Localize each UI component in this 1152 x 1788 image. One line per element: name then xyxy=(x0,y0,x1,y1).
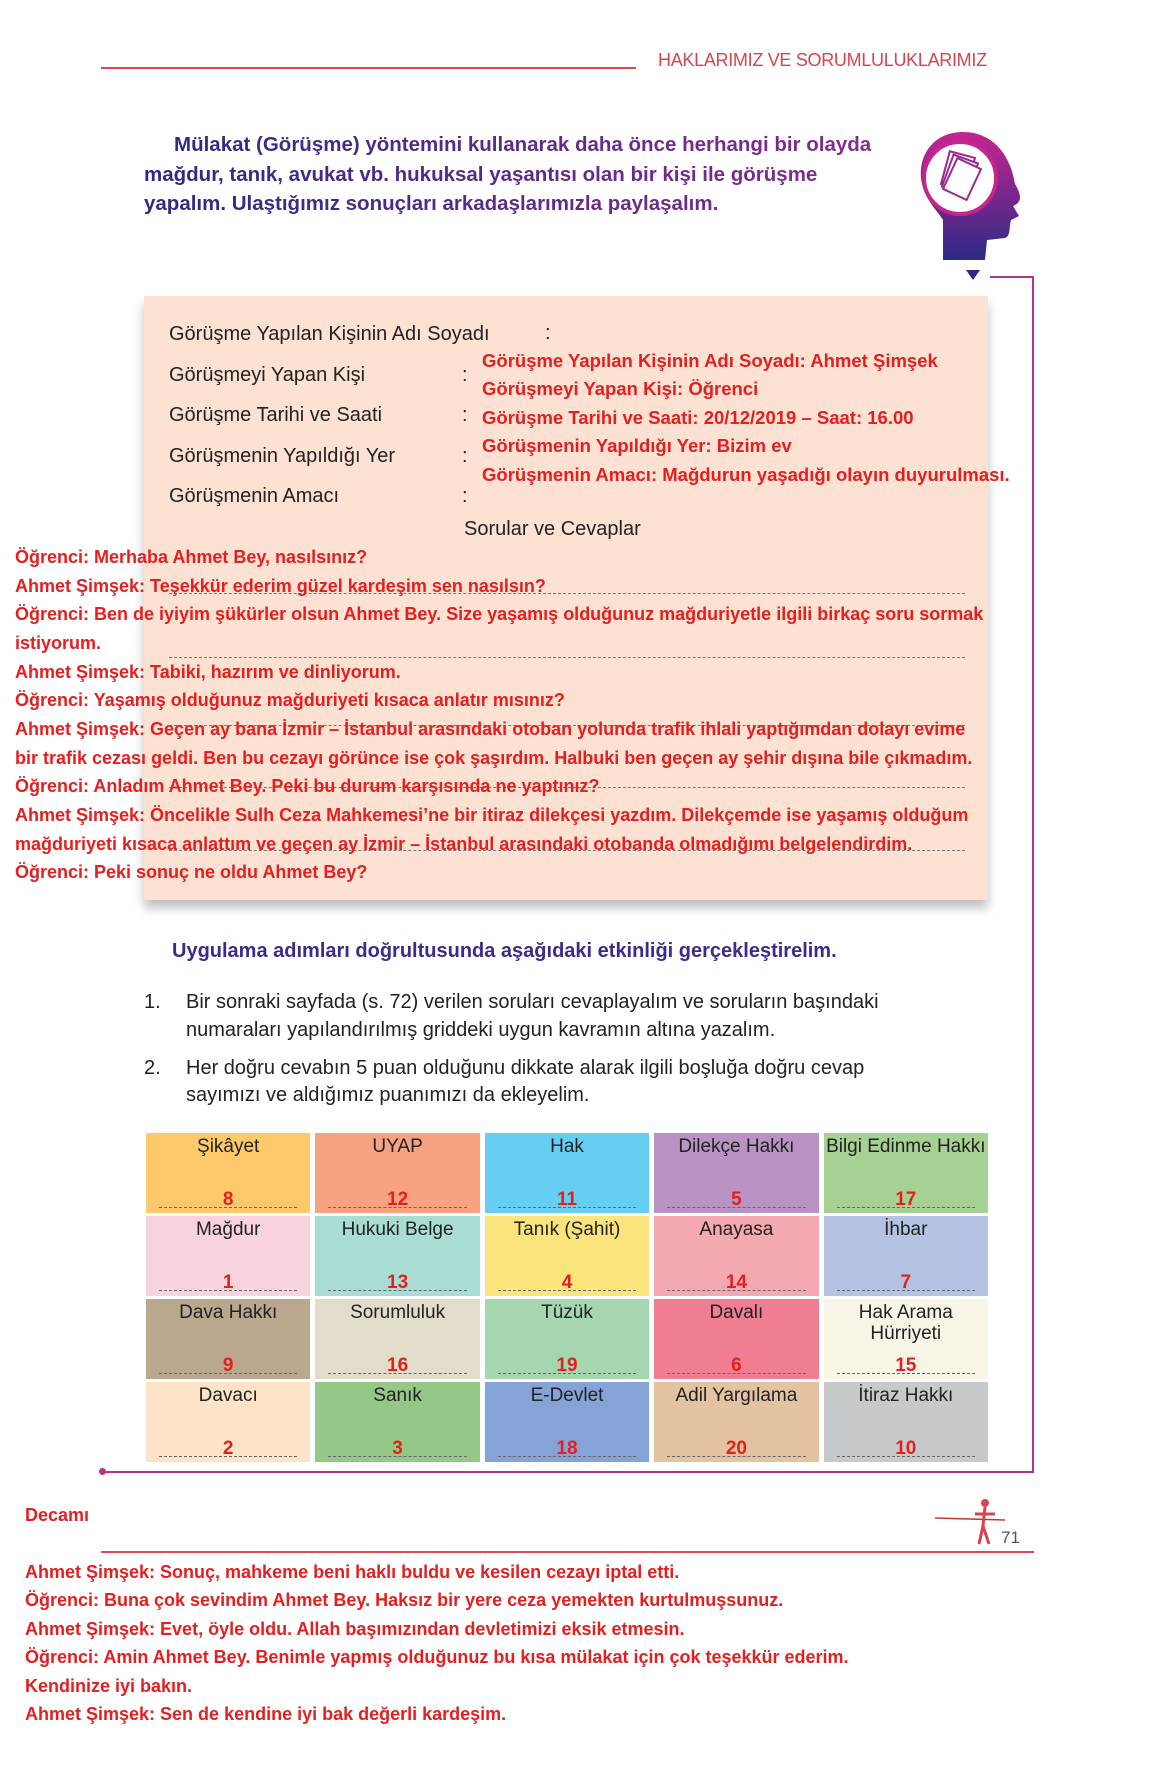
cell-answer: 19 xyxy=(556,1355,578,1376)
form-answer: Görüşme Tarihi ve Saati: 20/12/2019 – Saat: 16.00 xyxy=(482,407,914,428)
cell-answer: 15 xyxy=(895,1355,917,1376)
qa-title: Sorular ve Cevaplar xyxy=(464,518,641,540)
footer-dialogue-line: Öğrenci: Buna çok sevindim Ahmet Bey. Haksız bir yere ceza yemekten kurtulmuşsunuz. xyxy=(25,1590,784,1610)
footer-dialogue-line: Ahmet Şimşek: Sen de kendine iyi bak değerli kardeşim. xyxy=(25,1704,507,1724)
step-text: Bir sonraki sayfada (s. 72) verilen soruları cevaplayalım ve soruların başındaki xyxy=(186,991,879,1013)
footer-dialogue-line: Kendinize iyi bakın. xyxy=(25,1676,193,1696)
dialogue-line: Öğrenci: Yaşamış olduğunuz mağduriyeti kısaca anlatır mısınız? xyxy=(15,690,565,710)
footer-dialogue-line: Ahmet Şimşek: Evet, öyle oldu. Allah başımızından devletimizi eksik etmesin. xyxy=(25,1619,685,1639)
dialogue-line: mağduriyeti kısaca anlattım ve geçen ay İzmir – İstanbul arasındaki otobanda olmadığımı belgelendirdim. xyxy=(15,834,913,854)
grid-cell xyxy=(315,1299,479,1379)
step-number: 2. xyxy=(144,1057,161,1079)
cell-answer: 9 xyxy=(222,1355,234,1376)
cell-answer: 1 xyxy=(222,1272,234,1293)
cell-answer: 13 xyxy=(387,1272,409,1293)
cell-answer: 11 xyxy=(556,1189,578,1210)
cell-answer: 5 xyxy=(731,1189,742,1210)
grid-cell xyxy=(146,1299,310,1379)
grid-cell xyxy=(315,1382,479,1462)
form-answer: Görüşme Yapılan Kişinin Adı Soyadı: Ahmet Şimşek xyxy=(482,350,938,371)
cell-term: Tanık (Şahit) xyxy=(513,1219,621,1240)
form-colon: : xyxy=(462,404,468,426)
step-text: numaraları yapılandırılmış griddeki uygun kavramın altına yazalım. xyxy=(186,1019,776,1041)
step-text: sayımızı ve aldığımız puanımızı da ekleyelim. xyxy=(186,1084,590,1106)
dialogue-line: Öğrenci: Peki sonuç ne oldu Ahmet Bey? xyxy=(15,862,368,882)
grid-cell xyxy=(315,1133,479,1213)
form-answer: Görüşmenin Amacı: Mağdurun yaşadığı olayın duyurulması. xyxy=(482,464,1010,485)
dialogue-line: istiyorum. xyxy=(15,633,102,653)
cell-answer: 14 xyxy=(725,1272,747,1293)
cell-answer: 10 xyxy=(895,1438,917,1459)
grid-cell xyxy=(146,1216,310,1296)
chapter-title: HAKLARIMIZ VE SORUMLULUKLARIMIZ xyxy=(658,50,987,70)
form-label: Görüşmeyi Yapan Kişi xyxy=(169,364,366,386)
dialogue-line: Öğrenci: Anladım Ahmet Bey. Peki bu durum karşısında ne yaptınız? xyxy=(15,776,600,796)
cell-term: Davalı xyxy=(709,1302,764,1323)
cell-answer: 16 xyxy=(387,1355,409,1376)
cell-term: Dilekçe Hakkı xyxy=(678,1136,795,1157)
form-label: Görüşme Tarihi ve Saati xyxy=(169,404,383,426)
footer-rule xyxy=(101,1551,1034,1553)
page-number: 71 xyxy=(1001,1528,1020,1547)
cell-answer: 17 xyxy=(895,1189,917,1210)
frame-dot xyxy=(99,1468,106,1475)
form-label: Görüşmenin Amacı xyxy=(169,485,340,507)
cell-answer: 8 xyxy=(222,1189,234,1210)
grid-cell xyxy=(824,1133,988,1213)
form-colon: : xyxy=(462,445,468,467)
form-label: Görüşmenin Yapıldığı Yer xyxy=(169,445,396,467)
grid-cell xyxy=(654,1382,818,1462)
dialogue-line: bir trafik cezası geldi. Ben bu cezayı görünce ise çok şaşırdım. Halbuki ben geçen ay şehir dışına bile çıkmadım. xyxy=(15,748,973,768)
intro-text: Mülakat (Görüşme) yöntemini kullanarak daha önce herhangi bir olayda mağdur, tanık, avukat vb. hukuksal yaşantısı olan bir kişi ile görüşme yapalım. Ulaştığımız sonuçları arkadaşlarımızla paylaşalım. xyxy=(144,130,884,219)
grid-cell xyxy=(485,1133,649,1213)
grid-cell xyxy=(824,1382,988,1462)
cell-answer: 2 xyxy=(222,1438,234,1459)
cell-answer: 6 xyxy=(731,1355,742,1376)
concept-grid xyxy=(146,1133,988,1462)
grid-cell xyxy=(146,1133,310,1213)
cell-term: Bilgi Edinme Hakkı xyxy=(826,1136,986,1157)
step-number: 1. xyxy=(144,991,161,1013)
grid-cell xyxy=(315,1216,479,1296)
cell-answer: 12 xyxy=(387,1189,409,1210)
grid-cell xyxy=(654,1133,818,1213)
step-text: Her doğru cevabın 5 puan olduğunu dikkate alarak ilgili boşluğa doğru cevap xyxy=(186,1057,865,1079)
cell-term: Şikâyet xyxy=(197,1136,260,1157)
form-colon: : xyxy=(462,485,468,507)
dialogue-line: Ahmet Şimşek: Geçen ay bana İzmir – İstanbul arasındaki otoban yolunda trafik ihlali yaptığımdan dolayı evime xyxy=(15,719,966,739)
dialogue-line: Ahmet Şimşek: Teşekkür ederim güzel kardeşim sen nasılsın? xyxy=(15,576,546,596)
cell-term: İhbar xyxy=(884,1219,928,1240)
form-answer: Görüşmeyi Yapan Kişi: Öğrenci xyxy=(482,378,759,399)
footer-dialogue-line: Öğrenci: Amin Ahmet Bey. Benimle yapmış olduğunuz bu kısa mülakat için çok teşekkür ederim. xyxy=(25,1647,849,1667)
answer-line xyxy=(169,657,965,658)
dialogue-line: Öğrenci: Ben de iyiyim şükürler olsun Ahmet Bey. Size yaşamış olduğunuz mağduriyetle ilgili birkaç soru sormak xyxy=(15,604,984,624)
cell-term: Anayasa xyxy=(699,1219,774,1240)
header-rule xyxy=(101,67,636,69)
continued-label: Decamı xyxy=(25,1505,90,1525)
grid-cell xyxy=(485,1299,649,1379)
cell-term: İtiraz Hakkı xyxy=(858,1385,954,1406)
cell-term: Sanık xyxy=(373,1385,422,1406)
cell-answer: 20 xyxy=(725,1438,747,1459)
cell-term: UYAP xyxy=(372,1136,423,1157)
frame-line xyxy=(101,1471,1034,1473)
dialogue-line: Ahmet Şimşek: Öncelikle Sulh Ceza Mahkemesi’ne bir itiraz dilekçesi yazdım. Dilekçemde ise yaşamış olduğum xyxy=(15,805,969,825)
cell-term: Hak Arama Hürriyeti xyxy=(858,1302,953,1344)
cell-term: Dava Hakkı xyxy=(179,1302,278,1323)
cell-term: Davacı xyxy=(198,1385,258,1406)
form-label: Görüşme Yapılan Kişinin Adı Soyadı xyxy=(169,323,490,345)
cell-term: Hak xyxy=(550,1136,584,1157)
form-colon: : xyxy=(462,364,468,386)
cell-term: Adil Yargılama xyxy=(675,1385,798,1406)
cell-term: Hukuki Belge xyxy=(341,1219,454,1240)
frame-line xyxy=(990,276,1034,278)
cell-term: Tüzük xyxy=(541,1302,593,1323)
grid-cell xyxy=(485,1382,649,1462)
grid-cell xyxy=(654,1216,818,1296)
footer-dialogue-line: Ahmet Şimşek: Sonuç, mahkeme beni haklı buldu ve kesilen cezayı iptal etti. xyxy=(25,1562,680,1582)
cell-answer: 7 xyxy=(900,1272,912,1293)
dialogue-line: Ahmet Şimşek: Tabiki, hazırım ve dinliyorum. xyxy=(15,662,401,682)
cell-answer: 4 xyxy=(561,1272,573,1293)
cell-term: Mağdur xyxy=(195,1219,261,1240)
head-documents-icon xyxy=(915,128,1035,268)
cell-answer: 18 xyxy=(556,1438,578,1459)
form-colon: : xyxy=(545,322,551,344)
cell-term: E-Devlet xyxy=(530,1385,604,1406)
frame-line xyxy=(1032,276,1034,1472)
grid-cell xyxy=(485,1216,649,1296)
form-answer: Görüşmenin Yapıldığı Yer: Bizim ev xyxy=(482,435,792,456)
grid-cell xyxy=(146,1382,310,1462)
grid-cell xyxy=(824,1299,988,1379)
tightrope-walker-icon xyxy=(935,1498,1005,1548)
cell-answer: 3 xyxy=(392,1438,403,1459)
dialogue-line: Öğrenci: Merhaba Ahmet Bey, nasılsınız? xyxy=(15,547,368,567)
grid-cell xyxy=(654,1299,818,1379)
activity-title: Uygulama adımları doğrultusunda aşağıdaki etkinliği gerçekleştirelim. xyxy=(172,940,837,962)
grid-cell xyxy=(824,1216,988,1296)
pointer-triangle-icon xyxy=(966,270,980,280)
cell-term: Sorumluluk xyxy=(350,1302,446,1323)
